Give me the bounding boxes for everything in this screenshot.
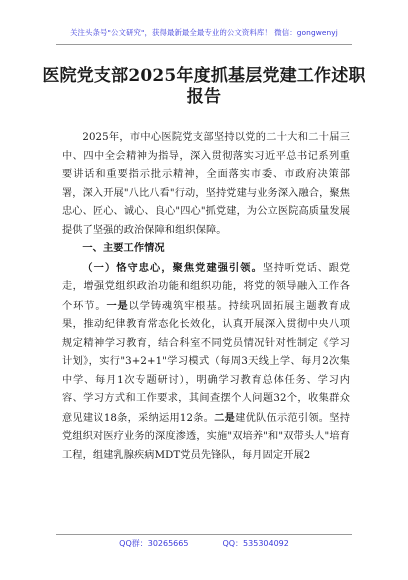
section-paragraph [62, 259, 350, 466]
qq-contact-label: QQ：535304092 [222, 539, 289, 548]
qq-group-label: QQ群：30265665 [119, 539, 189, 548]
point-text-2: 建优队伍示范引领。坚持党组织对医疗业务的深度渗透，实施"双培养"和"双带头人"培育工程，组建乳腺疾病MDT党员先锋队，每月固定开展2 [62, 412, 350, 461]
footer-divider [56, 534, 352, 535]
sub-heading: （一）恪守忠心，聚焦党建强引领。 [82, 261, 263, 274]
paragraph-text: 坚持听党话、跟党走，增强党组织政治功能和组织功能，将党的领导融入工作各个环节。 [62, 262, 350, 312]
section-heading: 一、主要工作情况 [82, 243, 165, 254]
header-banner: 关注头条号"公文研究"，获得最新最全最专业的公文资料库！ 微信：gongwenyj [70, 28, 338, 37]
point-lead-1: 一是 [106, 299, 129, 312]
document-body [62, 129, 350, 465]
document-title: 医院党支部2025年度抓基层党建工作述职报告 [42, 66, 366, 107]
header-divider [56, 44, 352, 45]
point-lead-2: 二是 [214, 411, 236, 424]
point-text-1: 以学铸魂筑牢根基。持续巩固拓展主题教育成果，推动纪律教育常态化长效化，认真开展深入贯彻中央八项规定精神学习教育，结合科室不同党员情况针对性制定《学习计划》，实行"3+2+1"学习模式（每周3天线上学、每月2次集中学、每月1次专题研讨），明确学习教育总体任务、学习内容、学习方式和工作要求，其间查摆个人问题32个，收集群众意见建议18条，采纳运用12条。 [62, 300, 350, 424]
footer-contacts [0, 538, 408, 549]
intro-paragraph: 2025年，市中心医院党支部坚持以党的二十大和二十届三中、四中全会精神为指导，深入贯彻落实习近平总书记系列重要讲话和重要指示批示精神，全面落实市委、市政府决策部署，深入开展"八比八看"行动，坚持党建与业务深入融合，聚焦忠心、匠心、诚心、良心"四心"抓党建，为公立医院高质量发展提供了坚强的政治保障和组织保障。 [62, 132, 350, 236]
